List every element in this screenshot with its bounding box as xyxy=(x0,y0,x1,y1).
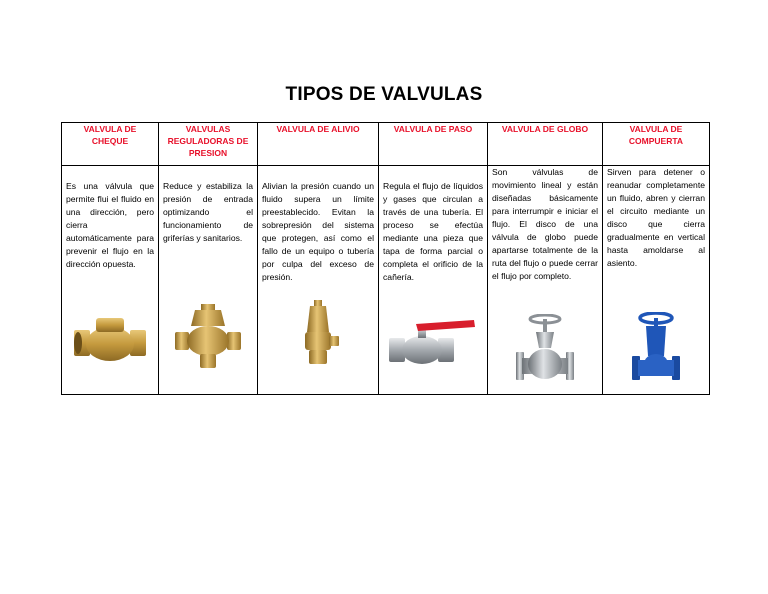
page-title: TIPOS DE VALVULAS xyxy=(285,84,483,105)
pressure-regulator-icon xyxy=(159,302,257,370)
content-row xyxy=(62,166,710,395)
header-relief-valve: VALVULA DE ALIVIO xyxy=(258,123,379,166)
cell-pressure-regulator xyxy=(159,166,258,395)
cell-gate-valve xyxy=(603,166,710,395)
cell-check-valve xyxy=(62,166,159,395)
header-ball-valve: VALVULA DE PASO xyxy=(379,123,488,166)
header-row xyxy=(62,123,710,166)
header-pressure-regulator: VALVULAS REGULADORAS DE PRESION xyxy=(159,123,258,166)
description-relief-valve: Alivian la presión cuando un fluido supera un límite preestablecido. Evitan la sobrepresión del sistema que protegen, así como el fallo de un equipo o tubería por culpa del exceso de presión. xyxy=(262,181,374,282)
description-globe-valve: Son válvulas de movimiento lineal y están diseñadas básicamente para interrumpir e iniciar el flujo. El disco de una válvula de globo puede apartarse totalmente de la ruta del flujo o puede cerrar el flujo por completo. xyxy=(492,167,598,281)
globe-valve-icon xyxy=(488,314,602,382)
relief-valve-icon xyxy=(258,300,378,366)
description-check-valve: Es una válvula que permite flui el fluido en una dirección, pero cierra automáticamente para prevenir el flujo en la dirección opuesta. xyxy=(66,181,154,269)
header-check-valve: VALVULA DE CHEQUE xyxy=(62,123,159,166)
ball-valve-icon xyxy=(379,316,487,366)
gate-valve-icon xyxy=(603,312,709,382)
header-globe-valve: VALVULA DE GLOBO xyxy=(488,123,603,166)
description-gate-valve: Sirven para detener o reanudar completamente un fluido, abren y cierran el circuito mediante un disco que cierra gradualmente en vertical hasta amoldarse al asiento. xyxy=(607,167,705,268)
check-valve-icon xyxy=(62,314,158,366)
valve-types-table xyxy=(61,122,710,395)
cell-ball-valve xyxy=(379,166,488,395)
description-pressure-regulator: Reduce y estabiliza la presión de entrada optimizando el funcionamiento de griferías y sanitarios. xyxy=(163,181,253,243)
cell-globe-valve xyxy=(488,166,603,395)
cell-relief-valve xyxy=(258,166,379,395)
description-ball-valve: Regula el flujo de líquidos y gases que circulan a través de una tubería. El proceso se efectúa mediante una pieza que tapa de forma parcial o completa el orificio de la cañería. xyxy=(383,181,483,282)
header-gate-valve: VALVULA DE COMPUERTA xyxy=(603,123,710,166)
